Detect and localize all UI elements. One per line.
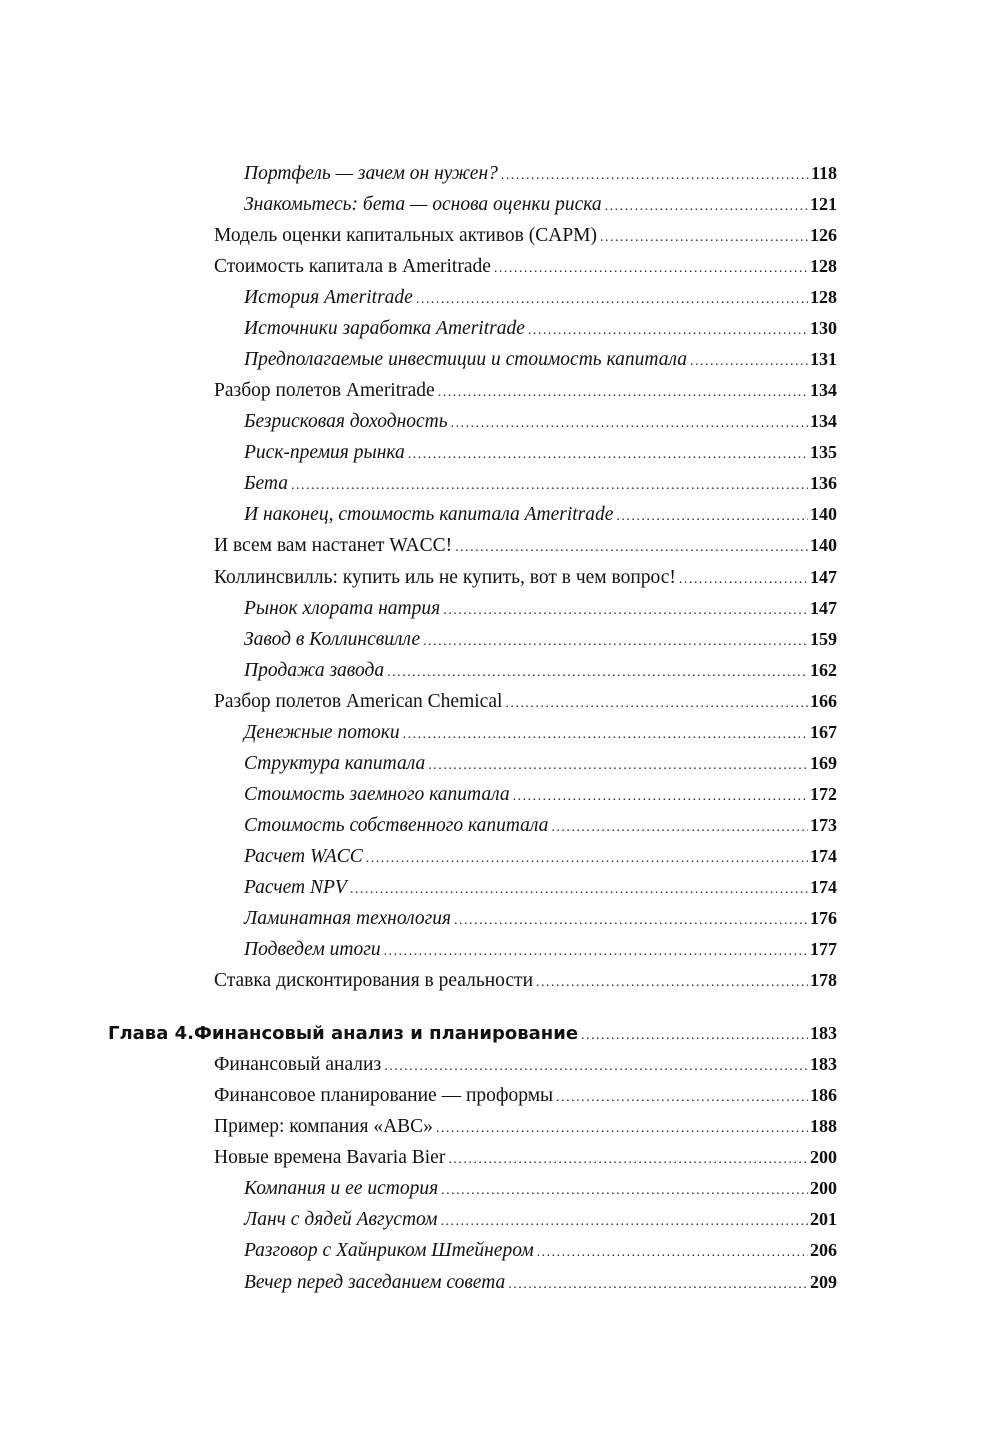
dot-leader <box>556 1082 808 1113</box>
toc-entry-page: 159 <box>810 629 837 649</box>
toc-entry-page: 167 <box>810 722 837 742</box>
dot-leader <box>551 812 808 843</box>
toc-entry-title: Коллинсвилль: купить иль не купить, вот в чем вопрос! <box>214 567 676 588</box>
chapter-label: Глава 4. <box>108 1023 194 1044</box>
dot-leader <box>428 750 808 781</box>
dot-leader <box>537 1237 808 1268</box>
toc-entry-page: 147 <box>810 598 837 618</box>
toc-entry-page: 130 <box>810 318 837 338</box>
toc-entry-title: Предполагаемые инвестиции и стоимость капитала <box>244 349 687 370</box>
toc-entry-title: Завод в Коллинсвилле <box>244 629 421 650</box>
toc-entry-title: Стоимость собственного капитала <box>244 815 549 836</box>
dot-leader <box>403 719 808 750</box>
dot-leader <box>408 439 808 470</box>
toc-entry-title: Расчет WACC <box>244 846 363 867</box>
toc-entry-page: 136 <box>810 473 837 493</box>
toc-entry-page: 134 <box>810 380 837 400</box>
dot-leader <box>600 222 808 253</box>
toc-entry <box>214 375 837 406</box>
toc-entry-page: 183 <box>810 1054 837 1074</box>
dot-leader <box>513 781 808 812</box>
dot-leader <box>416 284 808 315</box>
toc-entry-page: 183 <box>810 1023 837 1043</box>
toc-entry-page: 200 <box>810 1147 837 1167</box>
dot-leader <box>451 408 808 439</box>
toc-entry-page: 200 <box>810 1178 837 1198</box>
dot-leader <box>494 253 808 284</box>
toc-entry-title: Структура капитала <box>244 753 426 774</box>
dot-leader <box>423 626 808 657</box>
dot-leader <box>528 315 808 346</box>
toc-entry <box>244 593 837 624</box>
dot-leader <box>443 595 808 626</box>
toc-entry <box>244 903 837 934</box>
toc-chapter-heading <box>108 1018 837 1049</box>
toc-entry-page: 166 <box>810 691 837 711</box>
toc-entry-page: 176 <box>810 908 837 928</box>
toc-entry-title: Стоимость капитала в Ameritrade <box>214 256 491 277</box>
dot-leader <box>438 377 808 408</box>
dot-leader <box>441 1175 808 1206</box>
dot-leader <box>440 1206 808 1237</box>
toc-entry-page: 118 <box>810 163 837 183</box>
toc-entry-page: 131 <box>810 349 837 369</box>
toc-entry-page: 174 <box>810 846 837 866</box>
toc-entry <box>244 282 837 313</box>
toc-entry-page: 177 <box>810 939 837 959</box>
toc-entry <box>244 841 837 872</box>
toc-entry-title: Риск-премия рынка <box>244 442 405 463</box>
toc-entry <box>244 1235 837 1266</box>
toc-entry-page: 188 <box>810 1116 837 1136</box>
toc-entry-title: Ланч с дядей Августом <box>244 1209 438 1230</box>
toc-entry <box>244 934 837 965</box>
toc-entry-title: История Ameritrade <box>244 287 413 308</box>
toc-entry-title: Компания и ее история <box>244 1178 439 1199</box>
chapter-title: Финансовый анализ и планирование <box>193 1023 579 1044</box>
toc-entry <box>244 779 837 810</box>
dot-leader <box>505 688 808 719</box>
toc-entry <box>214 562 837 593</box>
toc-entry <box>244 468 837 499</box>
toc-entry-title: Новые времена Bavaria Bier <box>214 1147 446 1168</box>
toc-entry-page: 201 <box>810 1209 837 1229</box>
dot-leader <box>384 1051 808 1082</box>
dot-leader <box>581 1020 808 1051</box>
toc-entry-title: Расчет NPV <box>244 877 347 898</box>
toc-entry <box>244 344 837 375</box>
toc-entry <box>244 810 837 841</box>
toc-entry-title: Ставка дисконтирования в реальности <box>214 970 533 991</box>
dot-leader <box>350 874 808 905</box>
toc-entry <box>214 1049 837 1080</box>
toc-entry-title: Денежные потоки <box>244 722 400 743</box>
toc-entry-title: Источники заработка Ameritrade <box>244 318 525 339</box>
dot-leader <box>436 1113 808 1144</box>
toc-entry-title: Портфель — зачем он нужен? <box>244 163 498 184</box>
toc-entry <box>244 624 837 655</box>
toc-entry <box>214 251 837 282</box>
toc-entry-page: 178 <box>810 970 837 990</box>
toc-entry <box>244 717 837 748</box>
dot-leader <box>690 346 808 377</box>
toc-entry <box>244 158 837 189</box>
toc-entry-page: 172 <box>810 784 837 804</box>
toc-entry-page: 126 <box>810 225 837 245</box>
toc-entry-title: Бета <box>244 473 288 494</box>
toc-entry-page: 209 <box>810 1272 837 1292</box>
toc-entry-page: 121 <box>810 194 837 214</box>
toc-entry-title: Пример: компания «ABC» <box>214 1116 433 1137</box>
toc-entry-page: 169 <box>810 753 837 773</box>
toc-entry-page: 173 <box>810 815 837 835</box>
toc-entry <box>244 313 837 344</box>
dot-leader <box>616 501 808 532</box>
dot-leader <box>536 967 808 998</box>
toc-entry <box>244 437 837 468</box>
toc-entry <box>244 189 837 220</box>
toc-entry-page: 135 <box>810 442 837 462</box>
toc-entry-title: Ламинатная технология <box>244 908 452 929</box>
toc-entry-page: 128 <box>810 287 837 307</box>
toc-entry <box>214 965 837 996</box>
toc-entry-page: 128 <box>810 256 837 276</box>
toc-entry-title: Разбор полетов American Chemical <box>214 691 503 712</box>
toc-entry-title: Финансовое планирование — проформы <box>214 1085 554 1106</box>
toc-entry <box>244 872 837 903</box>
dot-leader <box>454 905 808 936</box>
toc-entry-page: 140 <box>810 535 837 555</box>
toc-entry <box>244 1267 837 1298</box>
toc-entry-page: 206 <box>810 1240 837 1260</box>
dot-leader <box>291 470 808 501</box>
toc-entry-page: 147 <box>810 567 837 587</box>
dot-leader <box>448 1144 808 1175</box>
toc-entry <box>214 1142 837 1173</box>
dot-leader <box>366 843 808 874</box>
toc-entry-title: Стоимость заемного капитала <box>244 784 510 805</box>
toc-entry <box>244 499 837 530</box>
dot-leader <box>387 657 808 688</box>
toc-entry-page: 186 <box>810 1085 837 1105</box>
toc-entry-title: И всем вам настанет WACC! <box>214 535 453 556</box>
toc-entry <box>214 220 837 251</box>
toc-entry-title: Модель оценки капитальных активов (CAPM) <box>214 225 597 246</box>
toc-entry <box>244 406 837 437</box>
toc-entry-title: Финансовый анализ <box>214 1054 382 1075</box>
toc-entry-title: Подведем итоги <box>244 939 381 960</box>
toc-entry <box>214 530 837 561</box>
dot-leader <box>384 936 808 967</box>
toc-entry-page: 140 <box>810 504 837 524</box>
toc-entry <box>244 748 837 779</box>
toc-entry-title: И наконец, стоимость капитала Ameritrade <box>244 504 614 525</box>
dot-leader <box>605 191 808 222</box>
toc-entry-page: 162 <box>810 660 837 680</box>
toc-entry <box>214 1080 837 1111</box>
toc-entry-title: Вечер перед заседанием совета <box>244 1272 506 1293</box>
dot-leader <box>508 1269 808 1300</box>
toc-entry-title: Рынок хлората натрия <box>244 598 441 619</box>
toc-entry <box>214 686 837 717</box>
toc-entry <box>214 1111 837 1142</box>
toc-entry-title: Безрисковая доходность <box>244 411 448 432</box>
toc-entry-page: 174 <box>810 877 837 897</box>
toc-entry-title: Разбор полетов Ameritrade <box>214 380 435 401</box>
dot-leader <box>679 564 808 595</box>
toc-entry-title: Продажа завода <box>244 660 385 681</box>
toc-entry-title: Разговор с Хайнриком Штейнером <box>244 1240 534 1261</box>
dot-leader <box>501 160 809 191</box>
toc-entry <box>244 1173 837 1204</box>
toc-entry-page: 134 <box>810 411 837 431</box>
dot-leader <box>455 532 808 563</box>
toc-entry <box>244 1204 837 1235</box>
toc-entry <box>244 655 837 686</box>
toc-entry-title: Знакомьтесь: бета — основа оценки риска <box>244 194 602 215</box>
